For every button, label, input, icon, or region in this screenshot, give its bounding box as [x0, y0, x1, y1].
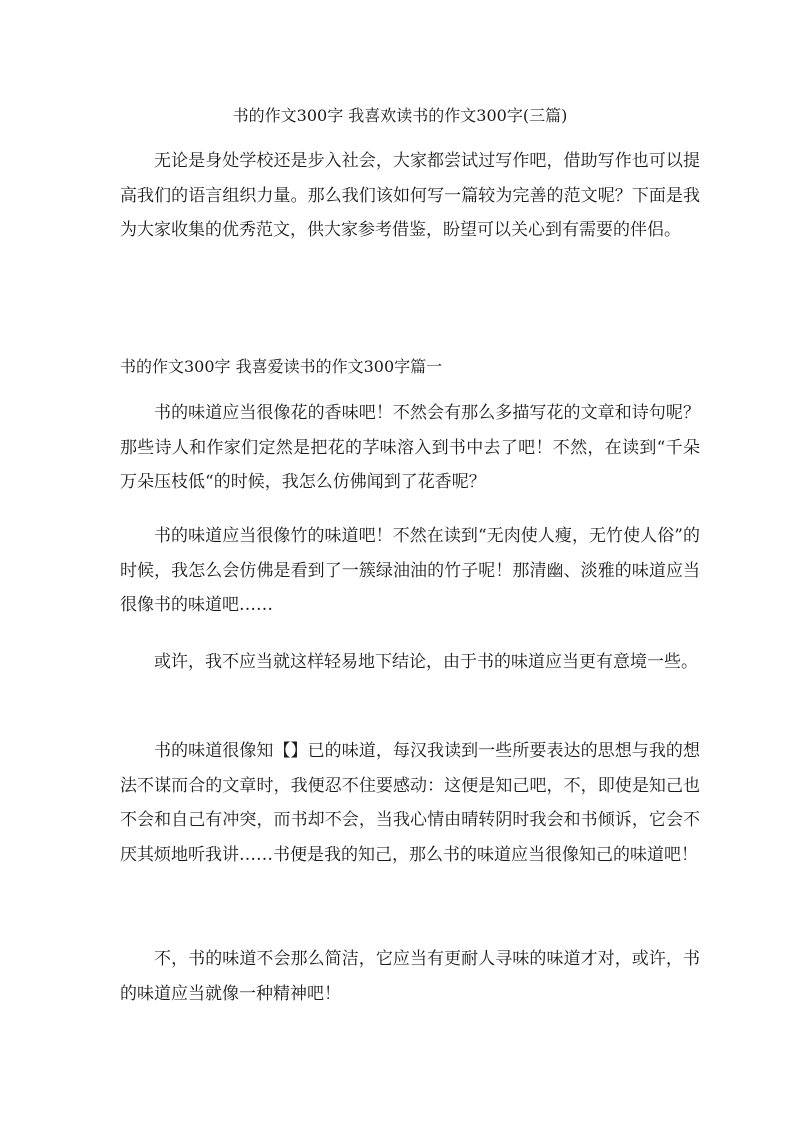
body-paragraph-3: 或许，我不应当就这样轻易地下结论，由于书的味道应当更有意境一些。: [154, 652, 698, 672]
body-paragraph-5: 不，书的味道不会那么简洁，它应当有更耐人寻味的味道才对，或许，书的味道应当就像一种精神吧！: [120, 949, 700, 1004]
body-paragraph-1: 书的味道应当很像花的香味吧！不然会有那么多描写花的文章和诗句呢？那些诗人和作家们定然是把花的芓味溶入到书中去了吧！不然，在读到“千朵万朵压枝低“的时候，我怎么仿佛闻到了花香呢？: [120, 403, 700, 492]
body-paragraph-4: 书的味道很像知【】已的味道，每汉我读到一些所要表达的思想与我的想法不谋而合的文章时，我便忍不住要感动：这便是知己吧，不，即使是知己也不会和自己有冲突，而书却不会，当我心情由晴转阴时我会和书倾诉，它会不厌其烦地听我讲……书便是我的知己，那么书的味道应当很像知己的味道吧！: [120, 741, 700, 865]
section-heading: 书的作文300字 我喜爱读书的作文300字篇一: [120, 357, 443, 376]
intro-paragraph: 无论是身处学校还是步入社会，大家都尝试过写作吧，借助写作也可以提高我们的语言组织力量。那么我们该如何写一篇较为完善的范文呢？下面是我为大家收集的优秀范文，供大家参考借鉴，盼望可以关心到有需要的伴侣。: [120, 151, 700, 240]
document-title: 书的作文300字 我喜欢读书的作文300字(三篇): [232, 106, 568, 125]
body-paragraph-2: 书的味道应当很像竹的味道吧！不然在读到“无肉使人瘦，无竹使人俗”的时候，我怎么会仿佛是看到了一簇绿油油的竹子呢！那清幽、淡雅的味道应当很像书的味道吧……: [120, 526, 700, 615]
